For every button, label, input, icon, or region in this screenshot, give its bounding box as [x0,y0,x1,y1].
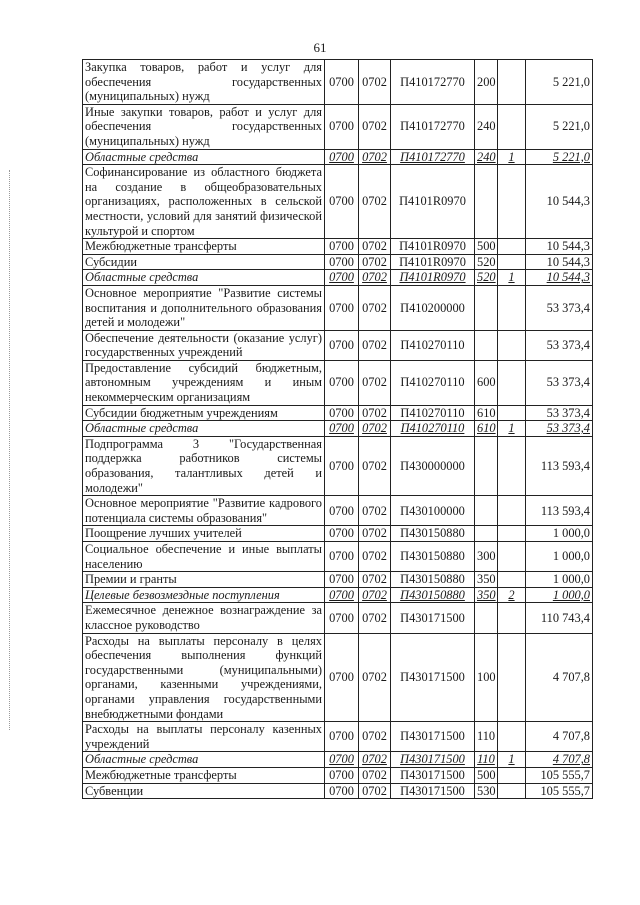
section-code: 0700 [325,254,359,270]
target-article-code: П430150880 [391,587,475,603]
target-article-code: П430000000 [391,436,475,495]
table-row [83,496,593,526]
target-article-code: П410200000 [391,285,475,330]
target-article-code: П430171500 [391,633,475,722]
subsection-code: 0702 [359,104,391,149]
row-name: Областные средства [83,149,325,165]
expense-type-code: 240 [475,104,498,149]
table-row [83,254,593,270]
row-name: Подпрограмма 3 "Государственная поддержка работников системы образования, талантливых детей и молодежи" [83,436,325,495]
row-name: Закупка товаров, работ и услуг для обеспечения государственных (муниципальных) нужд [83,60,325,105]
target-article-code: П4101R0970 [391,239,475,255]
subsection-code: 0702 [359,270,391,286]
subsection-code: 0702 [359,330,391,360]
amount: 1 000,0 [526,526,593,542]
amount: 1 000,0 [526,572,593,588]
table-row [83,587,593,603]
table-row [83,270,593,286]
funding-source-code [498,254,526,270]
target-article-code: П410172770 [391,104,475,149]
table-row [83,783,593,799]
expense-type-code: 350 [475,572,498,588]
row-name: Софинансирование из областного бюджета на создание в общеобразовательных организациях, расположенных в сельской местности, условий для занятий физической культурой и спортом [83,165,325,239]
expense-type-code: 520 [475,254,498,270]
funding-source-code [498,767,526,783]
subsection-code: 0702 [359,722,391,752]
amount: 10 544,3 [526,165,593,239]
row-name: Областные средства [83,270,325,286]
amount: 4 707,8 [526,722,593,752]
subsection-code: 0702 [359,60,391,105]
expense-type-code: 610 [475,405,498,421]
funding-source-code [498,572,526,588]
row-name: Расходы на выплаты персоналу казенных учреждений [83,722,325,752]
target-article-code: П430150880 [391,526,475,542]
funding-source-code [498,542,526,572]
row-name: Предоставление субсидий бюджетным, автономным учреждениям и иным некоммерческим организациям [83,360,325,405]
section-code: 0700 [325,165,359,239]
section-code: 0700 [325,405,359,421]
margin-guide-line [9,170,10,730]
expense-type-code [475,603,498,633]
section-code: 0700 [325,783,359,799]
funding-source-code [498,239,526,255]
target-article-code: П4101R0970 [391,165,475,239]
table-row [83,149,593,165]
budget-table-body [83,60,593,799]
row-name: Поощрение лучших учителей [83,526,325,542]
subsection-code: 0702 [359,496,391,526]
section-code: 0700 [325,722,359,752]
subsection-code: 0702 [359,360,391,405]
amount: 1 000,0 [526,587,593,603]
target-article-code: П430171500 [391,722,475,752]
section-code: 0700 [325,603,359,633]
target-article-code: П410270110 [391,405,475,421]
amount: 105 555,7 [526,767,593,783]
target-article-code: П410270110 [391,421,475,437]
funding-source-code: 2 [498,587,526,603]
amount: 4 707,8 [526,752,593,768]
table-row [83,104,593,149]
row-name: Межбюджетные трансферты [83,767,325,783]
table-row [83,360,593,405]
amount: 105 555,7 [526,783,593,799]
section-code: 0700 [325,149,359,165]
page-number: 61 [313,40,327,55]
table-row [83,421,593,437]
section-code: 0700 [325,330,359,360]
expense-type-code: 110 [475,722,498,752]
table-row [83,285,593,330]
target-article-code: П430150880 [391,542,475,572]
subsection-code: 0702 [359,239,391,255]
section-code: 0700 [325,239,359,255]
expense-type-code: 350 [475,587,498,603]
table-row [83,165,593,239]
section-code: 0700 [325,270,359,286]
section-code: 0700 [325,587,359,603]
budget-table [82,59,593,799]
funding-source-code [498,405,526,421]
expense-type-code [475,330,498,360]
expense-type-code: 300 [475,542,498,572]
row-name: Областные средства [83,752,325,768]
row-name: Иные закупки товаров, работ и услуг для обеспечения государственных (муниципальных) нужд [83,104,325,149]
table-row [83,60,593,105]
funding-source-code [498,285,526,330]
expense-type-code [475,285,498,330]
expense-type-code: 100 [475,633,498,722]
funding-source-code [498,360,526,405]
expense-type-code: 530 [475,783,498,799]
target-article-code: П430171500 [391,783,475,799]
expense-type-code: 500 [475,767,498,783]
target-article-code: П410172770 [391,149,475,165]
expense-type-code [475,165,498,239]
amount: 10 544,3 [526,254,593,270]
row-name: Областные средства [83,421,325,437]
subsection-code: 0702 [359,603,391,633]
section-code: 0700 [325,572,359,588]
amount: 53 373,4 [526,330,593,360]
expense-type-code: 500 [475,239,498,255]
target-article-code: П410172770 [391,60,475,105]
funding-source-code: 1 [498,270,526,286]
row-name: Целевые безвозмездные поступления [83,587,325,603]
table-row [83,330,593,360]
subsection-code: 0702 [359,752,391,768]
table-row [83,603,593,633]
section-code: 0700 [325,421,359,437]
table-row [83,572,593,588]
funding-source-code [498,603,526,633]
target-article-code: П430171500 [391,767,475,783]
section-code: 0700 [325,542,359,572]
target-article-code: П410270110 [391,330,475,360]
subsection-code: 0702 [359,767,391,783]
amount: 1 000,0 [526,542,593,572]
subsection-code: 0702 [359,285,391,330]
row-name: Основное мероприятие "Развитие системы воспитания и дополнительного образования детей и молодежи" [83,285,325,330]
expense-type-code: 200 [475,60,498,105]
funding-source-code [498,60,526,105]
expense-type-code: 110 [475,752,498,768]
target-article-code: П410270110 [391,360,475,405]
funding-source-code [498,783,526,799]
amount: 110 743,4 [526,603,593,633]
subsection-code: 0702 [359,405,391,421]
row-name: Основное мероприятие "Развитие кадрового потенциала системы образования" [83,496,325,526]
subsection-code: 0702 [359,542,391,572]
row-name: Субвенции [83,783,325,799]
section-code: 0700 [325,767,359,783]
funding-source-code: 1 [498,752,526,768]
subsection-code: 0702 [359,149,391,165]
table-row [83,722,593,752]
section-code: 0700 [325,633,359,722]
row-name: Премии и гранты [83,572,325,588]
section-code: 0700 [325,285,359,330]
subsection-code: 0702 [359,436,391,495]
expense-type-code [475,436,498,495]
funding-source-code: 1 [498,421,526,437]
funding-source-code [498,165,526,239]
table-row [83,542,593,572]
table-row [83,752,593,768]
expense-type-code [475,526,498,542]
table-row [83,436,593,495]
expense-type-code: 610 [475,421,498,437]
amount: 5 221,0 [526,149,593,165]
expense-type-code: 520 [475,270,498,286]
funding-source-code [498,526,526,542]
subsection-code: 0702 [359,526,391,542]
amount: 5 221,0 [526,60,593,105]
expense-type-code: 600 [475,360,498,405]
funding-source-code [498,104,526,149]
funding-source-code [498,633,526,722]
section-code: 0700 [325,104,359,149]
row-name: Межбюджетные трансферты [83,239,325,255]
amount: 53 373,4 [526,360,593,405]
subsection-code: 0702 [359,165,391,239]
section-code: 0700 [325,496,359,526]
section-code: 0700 [325,752,359,768]
target-article-code: П430171500 [391,603,475,633]
target-article-code: П430171500 [391,752,475,768]
amount: 5 221,0 [526,104,593,149]
row-name: Субсидии [83,254,325,270]
funding-source-code: 1 [498,149,526,165]
table-row [83,239,593,255]
target-article-code: П4101R0970 [391,254,475,270]
amount: 113 593,4 [526,436,593,495]
subsection-code: 0702 [359,587,391,603]
amount: 4 707,8 [526,633,593,722]
row-name: Субсидии бюджетным учреждениям [83,405,325,421]
table-row [83,526,593,542]
expense-type-code [475,496,498,526]
funding-source-code [498,330,526,360]
amount: 10 544,3 [526,270,593,286]
row-name: Социальное обеспечение и иные выплаты населению [83,542,325,572]
table-row [83,767,593,783]
section-code: 0700 [325,526,359,542]
amount: 53 373,4 [526,285,593,330]
subsection-code: 0702 [359,254,391,270]
section-code: 0700 [325,436,359,495]
target-article-code: П4101R0970 [391,270,475,286]
target-article-code: П430150880 [391,572,475,588]
section-code: 0700 [325,360,359,405]
funding-source-code [498,496,526,526]
expense-type-code: 240 [475,149,498,165]
table-row [83,405,593,421]
subsection-code: 0702 [359,783,391,799]
section-code: 0700 [325,60,359,105]
target-article-code: П430100000 [391,496,475,526]
funding-source-code [498,436,526,495]
amount: 113 593,4 [526,496,593,526]
funding-source-code [498,722,526,752]
row-name: Ежемесячное денежное вознаграждение за классное руководство [83,603,325,633]
amount: 10 544,3 [526,239,593,255]
table-row [83,633,593,722]
amount: 53 373,4 [526,405,593,421]
subsection-code: 0702 [359,572,391,588]
subsection-code: 0702 [359,421,391,437]
row-name: Расходы на выплаты персоналу в целях обеспечения выполнения функций государственными (муниципальными) органами, казенными учреждениями, органами управления государственными внебюджетными фондами [83,633,325,722]
row-name: Обеспечение деятельности (оказание услуг) государственных учреждений [83,330,325,360]
amount: 53 373,4 [526,421,593,437]
subsection-code: 0702 [359,633,391,722]
